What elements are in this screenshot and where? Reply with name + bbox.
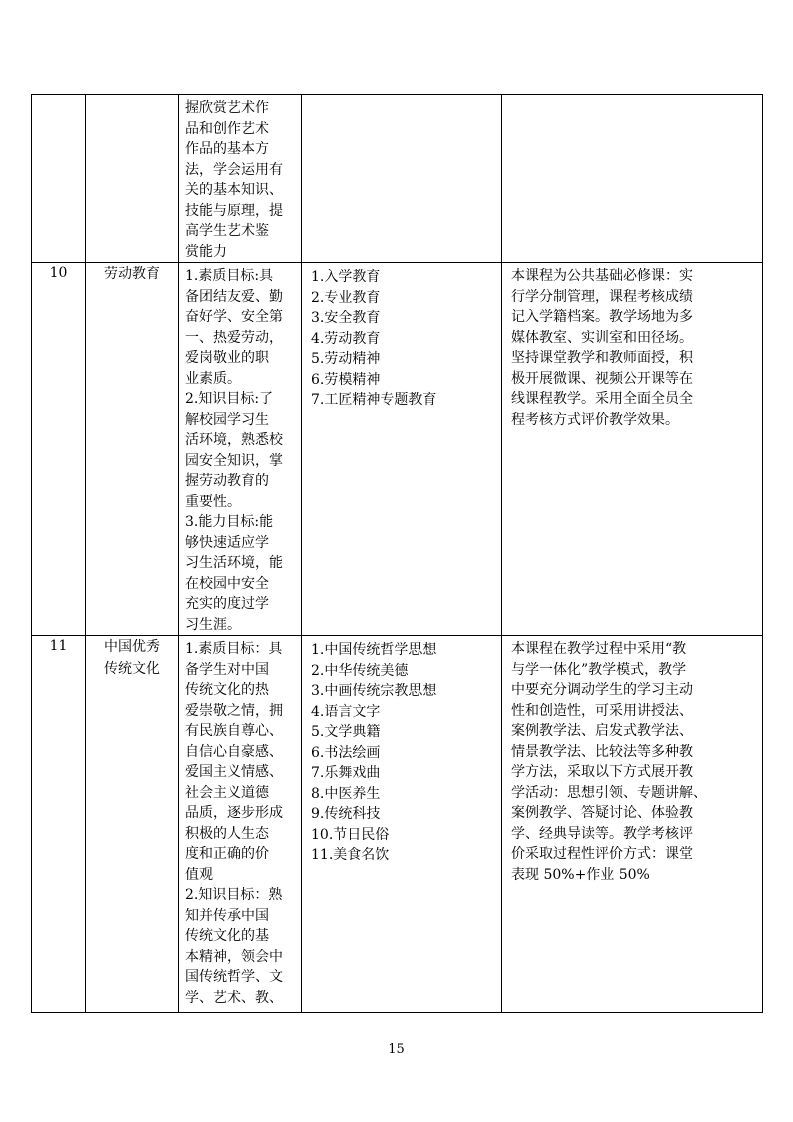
course-content: 1.入学教育 2.专业教育 3.安全教育 4.劳动教育 5.劳动精神 6.劳模精神 7.工匠精神专题教育 <box>311 269 437 408</box>
course-content-cell <box>302 95 502 263</box>
teaching-method: 本课程在教学过程中采用“教 与学一体化”教学模式，教学 中要充分调动学生的学习主动 性和创造性，可采用讲授法、 案例教学法、启发式教学法、 情景教学法、比较法等多种教 学方法，采取以下方式展开教 学活动：思想引领、专题讲解、 案例教学、答疑讨论、体验教 学、经典导读等。教学考核评 价采取过程性评价方式：课堂 表现 50%+作业 50% <box>511 641 707 883</box>
table-row <box>32 636 763 1013</box>
course-name-cell <box>86 636 179 1013</box>
course-name-cell <box>86 263 179 636</box>
row-number-cell <box>32 636 86 1013</box>
course-name: 中国优秀 传统文化 <box>104 639 160 677</box>
course-content-cell <box>302 636 502 1013</box>
course-goals: 1.素质目标:具 备团结友爱、勤 奋好学、安全第 一、热爱劳动， 爱岗敬业的职 业素质。 2.知识目标:了 解校园学习生 活环境，熟悉校 园安全知识，掌 握劳动教育的 重要性。 3.能力目标:能 够快速适应学 习生活环境，能 在校园中安全 充实的度过学 习生涯。 <box>185 268 283 633</box>
row-number-cell <box>32 263 86 636</box>
table-row <box>32 263 763 636</box>
row-number: 11 <box>49 638 68 654</box>
course-table <box>31 94 763 1013</box>
course-goals: 1.素质目标：具 备学生对中国 传统文化的热 爱崇敬之情，拥 有民族自尊心、 自信心自豪感、 爱国主义情感、 社会主义道德 品质，逐步形成 积极的人生态 度和正确的价 值观 2.知识目标：熟 知并传承中国 传统文化的基 本精神，领会中 国传统哲学、文 学、艺术、教、 <box>185 641 283 1006</box>
course-goals-cell <box>179 95 302 263</box>
table-row <box>32 95 763 263</box>
teaching-method-cell <box>502 95 763 263</box>
page-number: 15 <box>388 1042 405 1057</box>
course-goals: 握欣赏艺术作 品和创作艺术 作品的基本方 法，学会运用有 关的基本知识、 技能与原理，提 高学生艺术鉴 赏能力 <box>185 100 283 260</box>
teaching-method-cell <box>502 263 763 636</box>
teaching-method-cell <box>502 636 763 1013</box>
course-name-cell <box>86 95 179 263</box>
course-name: 劳动教育 <box>104 266 160 282</box>
course-goals-cell <box>179 263 302 636</box>
row-number: 10 <box>49 265 68 281</box>
course-goals-cell <box>179 636 302 1013</box>
row-number-cell <box>32 95 86 263</box>
course-content-cell <box>302 263 502 636</box>
course-content: 1.中国传统哲学思想 2.中华传统美德 3.中画传统宗教思想 4.语言文字 5.文学典籍 6.书法绘画 7.乐舞戏曲 8.中医养生 9.传统科技 10.节日民俗 11.美食名饮 <box>311 642 437 863</box>
teaching-method <box>502 95 762 98</box>
course-content <box>302 95 501 99</box>
teaching-method: 本课程为公共基础必修课：实 行学分制管理，课程考核成绩 记入学籍档案。教学场地为多 媒体教室、实训室和田径场。 坚持课堂教学和教师面授，积 极开展微课、视频公开课等在 线课程教学。采用全面全员全 程考核方式评价教学效果。 <box>511 268 693 428</box>
